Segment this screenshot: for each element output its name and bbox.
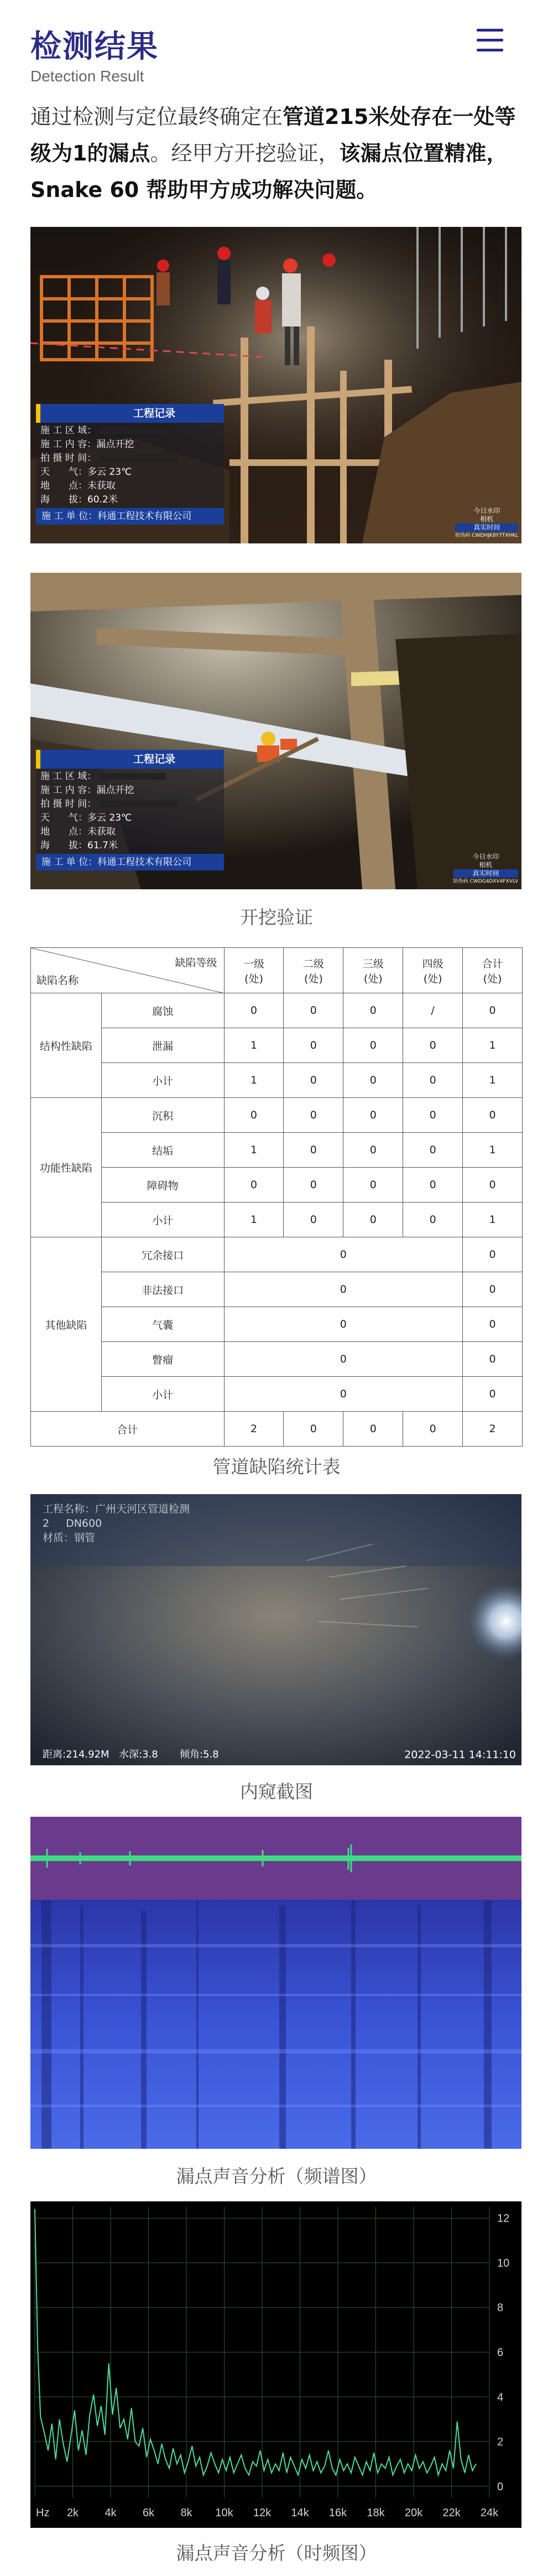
intro-bold-2: 该漏点位置精准，Snake 60 帮助甲方成功解决问题。: [30, 141, 508, 202]
intro-text-2: 。经甲方开挖验证，: [150, 141, 340, 165]
item-name-cell: 泄漏: [101, 1028, 224, 1063]
value-cell: 0: [403, 1133, 463, 1168]
total-value-cell: 0: [463, 1272, 523, 1307]
item-name-cell: 小计: [101, 1063, 224, 1098]
cctv-water-depth: 水深:3.8: [119, 1749, 158, 1760]
x-tick-label: 8k: [180, 2507, 192, 2519]
table-header-row: [31, 948, 523, 993]
value-cell: 0: [224, 993, 284, 1028]
watermark-badge-2: 今日水印 相机 真实时间 防伪码 CWDG4DXV4FXVLV: [453, 853, 518, 884]
record-title: 工程记录: [36, 750, 224, 769]
group-name-cell: 其他缺陷: [31, 1237, 102, 1412]
value-cell: 1: [224, 1063, 284, 1098]
item-name-cell: 非法接口: [101, 1272, 224, 1307]
level-name: 一级: [243, 957, 264, 970]
value-cell: 0: [224, 1168, 284, 1203]
table-total-row: [31, 1412, 523, 1447]
table-row: [31, 1133, 523, 1168]
page-header: [0, 0, 553, 94]
x-tick-label: 14k: [291, 2507, 309, 2519]
group-name-cell: 结构性缺陷: [31, 993, 102, 1098]
value-cell: 0: [284, 1098, 343, 1133]
merged-value-cell: 0: [224, 1307, 463, 1342]
value-cell: 1: [463, 1028, 523, 1063]
level-header-cell: [284, 948, 343, 993]
frequency-chart-svg: [30, 2201, 521, 2528]
table-row: [31, 1307, 523, 1342]
cctv-screenshot: [30, 1494, 521, 1765]
y-tick-label: 2: [497, 2436, 504, 2449]
level-name: 合计: [482, 957, 503, 970]
level-unit: (处): [244, 972, 263, 985]
level-name: 二级: [302, 957, 324, 970]
caption-table: 管道缺陷统计表: [212, 1456, 341, 1478]
level-unit: (处): [483, 972, 502, 985]
record-row: 拍 摄 时 间：: [40, 452, 220, 465]
total-value-cell: 2: [224, 1412, 284, 1447]
total-value-cell: 0: [463, 1377, 523, 1412]
table-row: [31, 1168, 523, 1203]
merged-value-cell: 0: [224, 1272, 463, 1307]
table-row: [31, 1377, 523, 1412]
value-cell: 0: [343, 993, 403, 1028]
y-tick-label: 0: [497, 2480, 504, 2493]
cctv-overlay-top: [43, 1502, 190, 1545]
series-line: [35, 2209, 476, 2475]
caption-excavation: 开挖验证: [240, 906, 313, 928]
caption-cctv: 内窥截图: [240, 1781, 313, 1802]
level-unit: (处): [304, 972, 323, 985]
spectrogram-graphic: [30, 1817, 521, 2149]
project-record-card-2: [36, 750, 224, 873]
watermark-badge-1: 今日水印 相机 真实时间 防伪码 CWDHJK8Y7TXHKL: [455, 507, 518, 538]
defect-statistics-table: [30, 947, 523, 1447]
level-header-cell: [343, 948, 403, 993]
value-cell: 0: [403, 1098, 463, 1133]
record-row: 拍 摄 时 间：: [40, 797, 220, 811]
total-value-cell: 0: [463, 1342, 523, 1377]
value-cell: 1: [224, 1133, 284, 1168]
level-name: 四级: [422, 957, 444, 970]
table-row: [31, 1098, 523, 1133]
record-row: 施 工 内 容：漏点开挖: [40, 785, 134, 796]
value-cell: 1: [224, 1203, 284, 1237]
frequency-chart: [30, 2201, 521, 2528]
record-row: 地 点：未获取: [40, 826, 116, 837]
x-tick-label: 18k: [367, 2507, 385, 2519]
page-subtitle: Detection Result: [30, 68, 144, 85]
item-name-cell: 小计: [101, 1203, 224, 1237]
intro-text-1: 通过检测与定位最终确定在: [30, 105, 283, 129]
value-cell: 1: [463, 1203, 523, 1237]
value-cell: 0: [224, 1098, 284, 1133]
cctv-pipe-line: 2 DN600: [43, 1517, 102, 1530]
x-tick-label: 20k: [404, 2507, 423, 2519]
total-label-cell: 合计: [31, 1412, 225, 1447]
value-cell: 0: [343, 1028, 403, 1063]
level-header-cell: [224, 948, 284, 993]
value-cell: 0: [403, 1063, 463, 1098]
record-row: 天 气：多云 23℃: [40, 467, 132, 478]
value-cell: 1: [224, 1028, 284, 1063]
x-tick-label: 6k: [142, 2507, 155, 2519]
merged-value-cell: 0: [224, 1377, 463, 1412]
cctv-material-line: 材质：钢管: [43, 1532, 96, 1544]
item-name-cell: 结垢: [101, 1133, 224, 1168]
record-row: 海 拔：60.2米: [40, 494, 118, 505]
table-row: [31, 1063, 523, 1098]
value-cell: 0: [284, 1028, 343, 1063]
value-cell: 0: [343, 1098, 403, 1133]
record-row: 施 工 内 容：漏点开挖: [40, 439, 134, 450]
item-name-cell: 气囊: [101, 1307, 224, 1342]
item-name-cell: 沉积: [101, 1098, 224, 1133]
y-tick-label: 4: [497, 2391, 504, 2404]
x-tick-label: 24k: [480, 2507, 499, 2519]
value-cell: 0: [463, 1098, 523, 1133]
table-row: [31, 1203, 523, 1237]
x-tick-label: 16k: [328, 2507, 347, 2519]
record-row: 天 气：多云 23℃: [40, 812, 132, 823]
item-name-cell: 小计: [101, 1377, 224, 1412]
level-header-cell: [463, 948, 523, 993]
total-value-cell: 0: [463, 1237, 523, 1272]
project-record-card-1: [36, 404, 224, 527]
y-tick-label: 10: [497, 2257, 510, 2269]
record-row: 施 工 区 域：: [40, 424, 220, 438]
intro-paragraph: [30, 99, 528, 208]
intro-bold-1: 管道215米处存在一处等级为1的漏点: [30, 105, 516, 165]
caption-timefreq: 漏点声音分析（时频图）: [176, 2542, 377, 2564]
item-name-cell: 障碍物: [101, 1168, 224, 1203]
level-name: 三级: [362, 957, 384, 970]
value-cell: 0: [284, 1063, 343, 1098]
item-name-cell: 冗余接口: [101, 1237, 224, 1272]
x-tick-label: 4k: [105, 2507, 117, 2519]
spectrogram-image: [30, 1817, 521, 2149]
excavation-photo-1: [30, 227, 521, 543]
value-cell: 0: [284, 1133, 343, 1168]
value-cell: 0: [343, 1168, 403, 1203]
record-company: 施 工 单 位：科通工程技术有限公司: [36, 508, 224, 525]
item-name-cell: 瞥瘤: [101, 1342, 224, 1377]
cctv-distance: 距离:214.92M: [43, 1749, 109, 1760]
value-cell: 0: [343, 1203, 403, 1237]
group-name-cell: 功能性缺陷: [31, 1098, 102, 1237]
value-cell: 0: [403, 1028, 463, 1063]
x-tick-label: 2k: [66, 2507, 79, 2519]
total-value-cell: 0: [403, 1412, 463, 1447]
value-cell: /: [403, 993, 463, 1028]
value-cell: 1: [463, 1063, 523, 1098]
excavation-photo-2: [30, 573, 521, 889]
table-corner-cell: [31, 948, 225, 993]
x-tick-label: Hz: [36, 2507, 50, 2519]
record-row: 施 工 区 域：: [40, 770, 220, 784]
value-cell: 0: [403, 1203, 463, 1237]
table-row: [31, 993, 523, 1028]
value-cell: 0: [343, 1063, 403, 1098]
level-header-cell: [403, 948, 463, 993]
cctv-project-line: 工程名称：广州天河区管道检测: [43, 1503, 190, 1515]
table-row: [31, 1342, 523, 1377]
record-row: 海 拔：61.7米: [40, 840, 118, 851]
hamburger-menu-icon[interactable]: [477, 29, 505, 53]
item-name-cell: 腐蚀: [101, 993, 224, 1028]
y-tick-label: 12: [497, 2212, 510, 2225]
table-row: [31, 1237, 523, 1272]
total-value-cell: 2: [463, 1412, 523, 1447]
x-tick-label: 12k: [253, 2507, 272, 2519]
value-cell: 0: [463, 993, 523, 1028]
total-value-cell: 0: [463, 1307, 523, 1342]
table-row: [31, 1028, 523, 1063]
x-tick-label: 10k: [215, 2507, 233, 2519]
record-row: 地 点：未获取: [40, 480, 116, 491]
record-company: 施 工 单 位：科通工程技术有限公司: [36, 854, 224, 870]
level-unit: (处): [363, 972, 383, 985]
merged-value-cell: 0: [224, 1342, 463, 1377]
cctv-datetime: 2022-03-11 14:11:10: [404, 1749, 516, 1761]
x-tick-label: 22k: [442, 2507, 461, 2519]
merged-value-cell: 0: [224, 1237, 463, 1272]
value-cell: 0: [463, 1168, 523, 1203]
value-cell: 0: [284, 1168, 343, 1203]
value-cell: 0: [284, 993, 343, 1028]
y-tick-label: 8: [497, 2302, 504, 2314]
page-title: 检测结果: [30, 29, 159, 65]
y-tick-label: 6: [497, 2346, 504, 2359]
caption-spectrum: 漏点声音分析（频谱图）: [176, 2165, 377, 2187]
corner-level-label: 缺陷等级: [175, 957, 217, 969]
corner-name-label: 缺陷名称: [36, 975, 79, 987]
value-cell: 0: [403, 1168, 463, 1203]
level-unit: (处): [423, 972, 442, 985]
cctv-tilt: 倾角:5.8: [180, 1749, 219, 1760]
value-cell: 1: [463, 1133, 523, 1168]
total-value-cell: 0: [343, 1412, 403, 1447]
value-cell: 0: [284, 1203, 343, 1237]
record-title: 工程记录: [36, 404, 224, 423]
table-row: [31, 1272, 523, 1307]
total-value-cell: 0: [284, 1412, 343, 1447]
value-cell: 0: [343, 1133, 403, 1168]
